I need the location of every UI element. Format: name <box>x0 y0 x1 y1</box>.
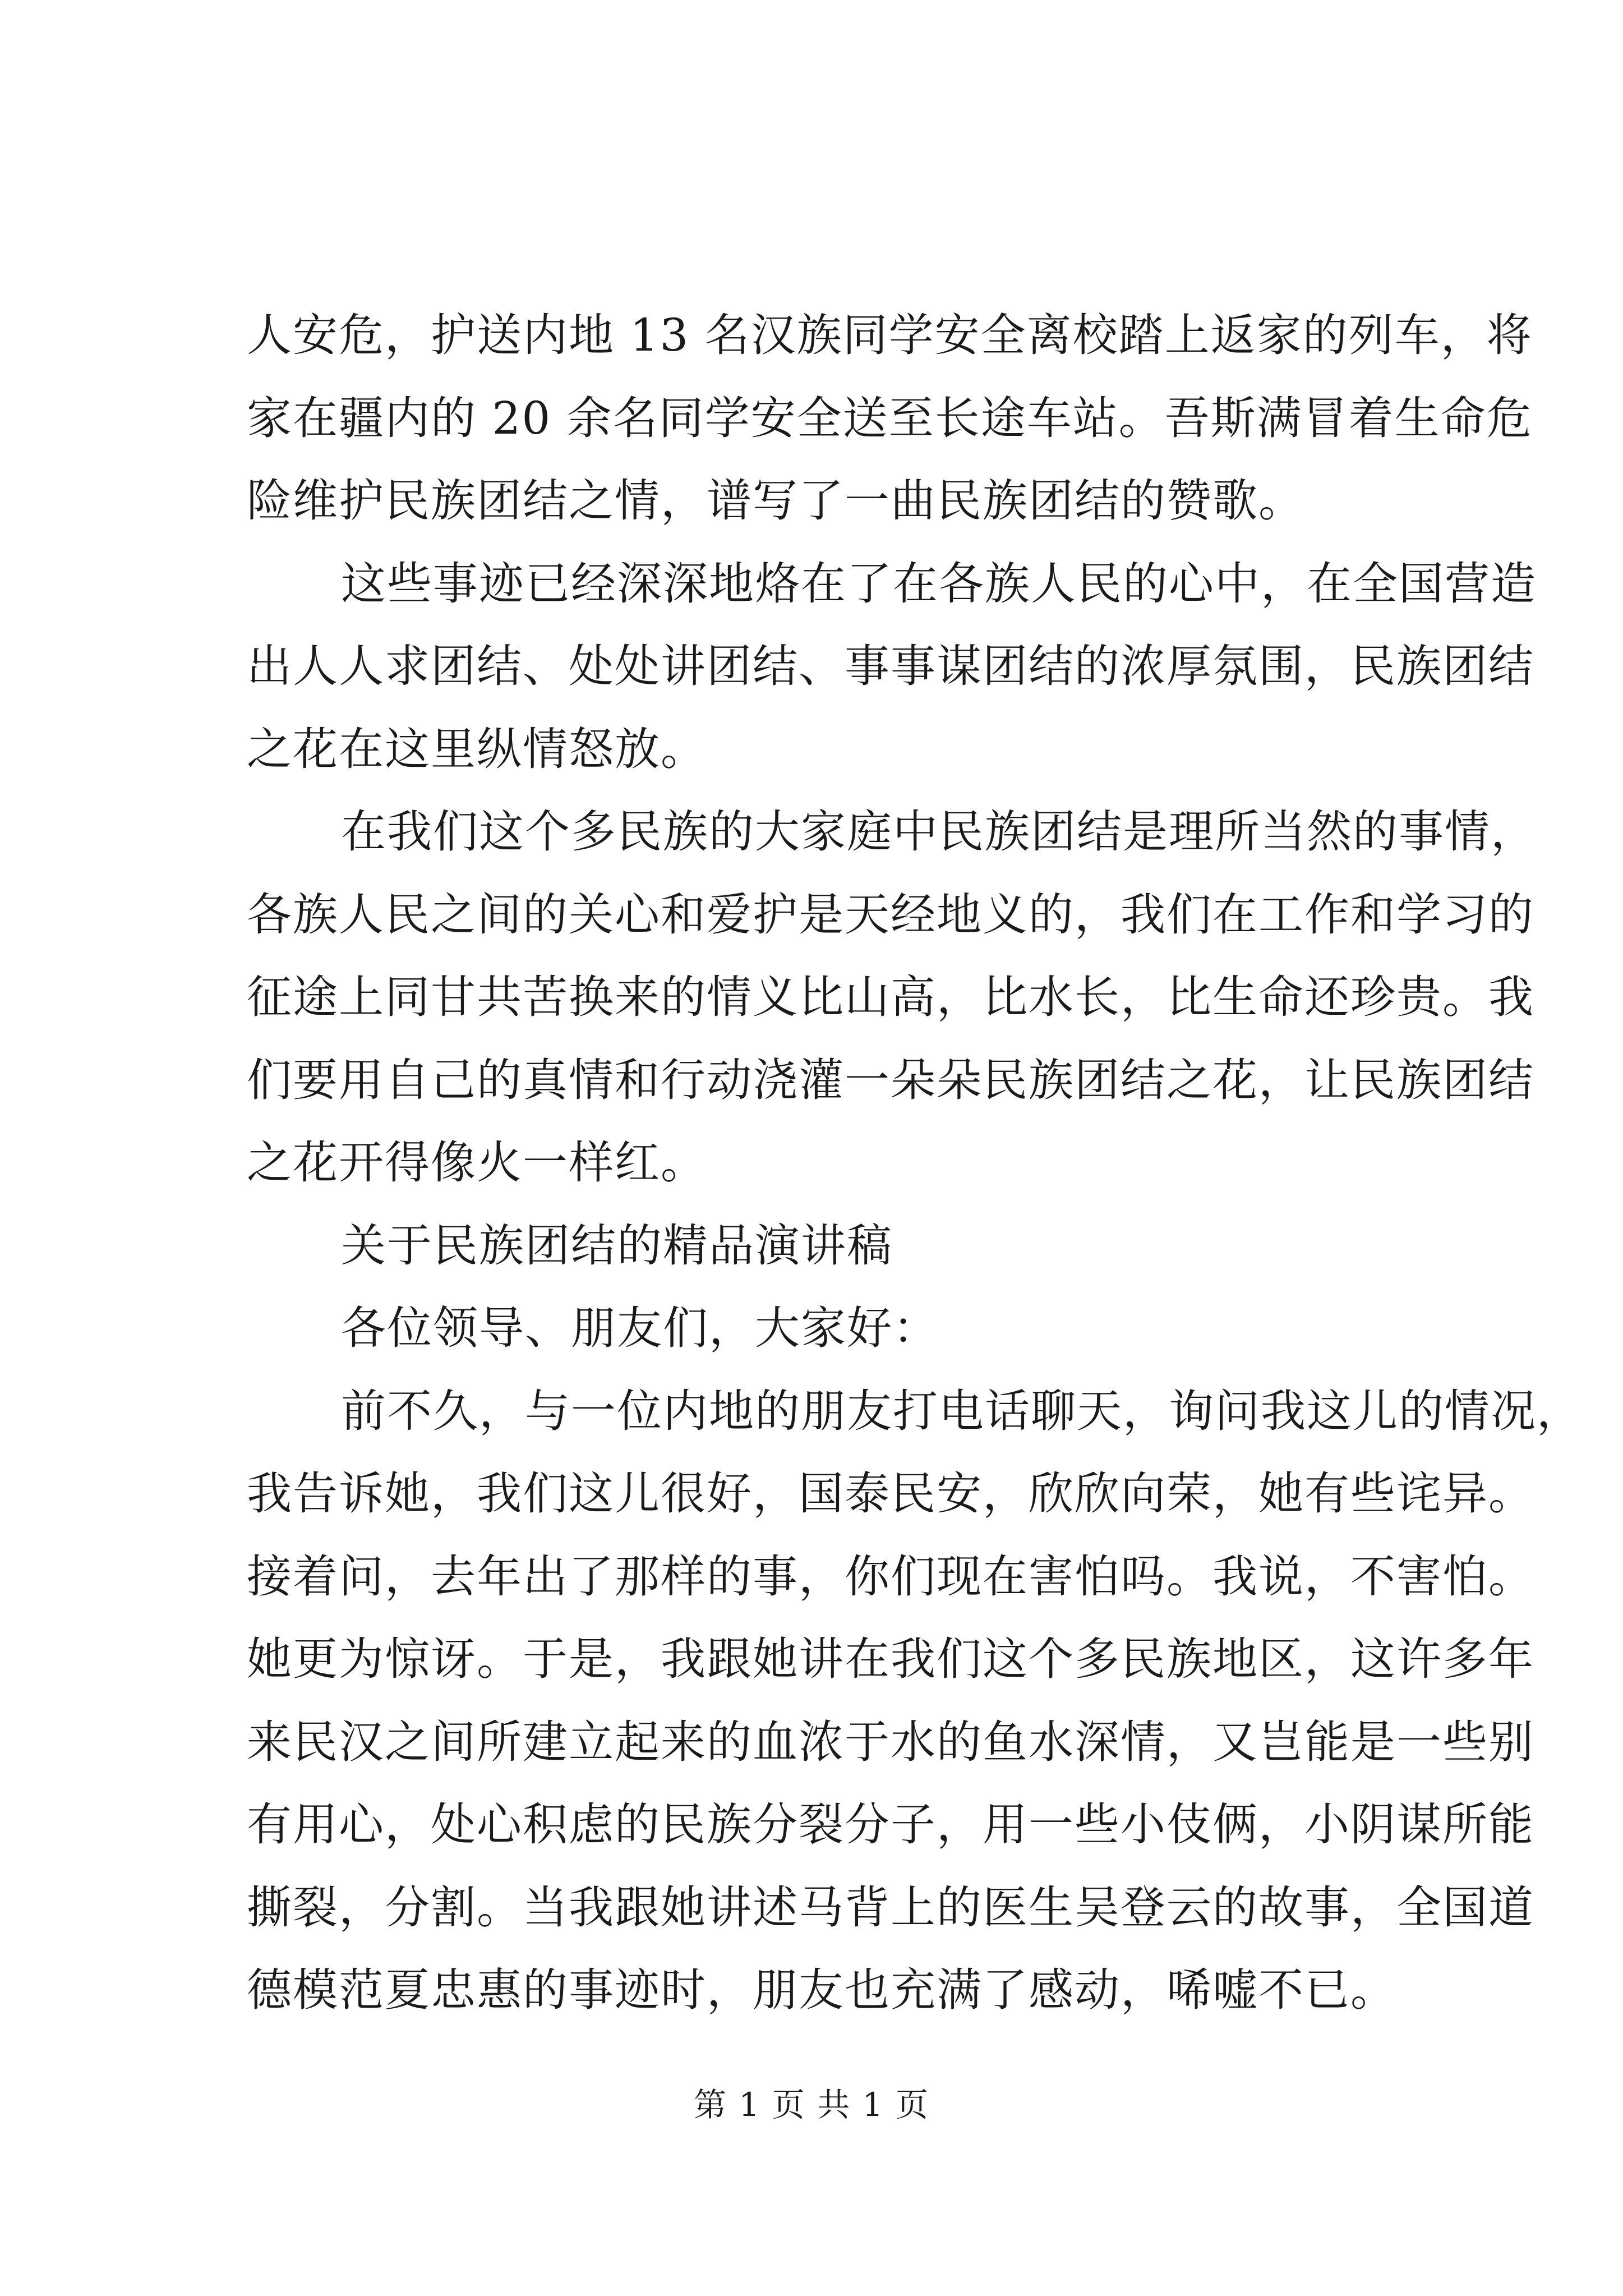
text-line: 人安危，护送内地 13 名汉族同学安全离校踏上返家的列车，将 <box>247 309 1533 361</box>
salutation: 各位领导、朋友们，大家好： <box>341 1302 939 1354</box>
text-line: 德模范夏忠惠的事迹时，朋友也充满了感动，唏嘘不已。 <box>247 1964 1396 2016</box>
text-line: 险维护民族团结之情，谱写了一曲民族团结的赞歌。 <box>247 475 1304 527</box>
paragraph-first-line: 这些事迹已经深深地烙在了在各族人民的心中，在全国营造 <box>341 557 1537 610</box>
text-line: 来民汉之间所建立起来的血浓于水的鱼水深情，又岂能是一些别 <box>247 1715 1534 1768</box>
text-line: 之花在这里纵情怒放。 <box>247 723 707 775</box>
page-number-footer: 第 1 页 共 1 页 <box>694 2086 929 2124</box>
document-body <box>247 294 1583 2032</box>
text-line: 征途上同甘共苦换来的情义比山高，比水长，比生命还珍贵。我 <box>247 971 1534 1023</box>
text-line: 撕裂，分割。当我跟她讲述马背上的医生吴登云的故事，全国道 <box>247 1881 1534 1934</box>
text-line: 出人人求团结、处处讲团结、事事谋团结的浓厚氛围，民族团结 <box>247 640 1534 692</box>
text-line: 之花开得像火一样红。 <box>247 1137 707 1189</box>
text-line: 各族人民之间的关心和爱护是天经地义的，我们在工作和学习的 <box>247 888 1534 941</box>
text-line: 有用心，处心积虑的民族分裂分子，用一些小伎俩，小阴谋所能 <box>247 1798 1534 1851</box>
text-line: 我告诉她，我们这儿很好，国泰民安，欣欣向荣，她有些诧异。 <box>247 1467 1534 1520</box>
text-line: 们要用自己的真情和行动浇灌一朵朵民族团结之花，让民族团结 <box>247 1053 1534 1106</box>
text-line: 接着问，去年出了那样的事，你们现在害怕吗。我说，不害怕。 <box>247 1550 1534 1603</box>
paragraph-first-line: 在我们这个多民族的大家庭中民族团结是理所当然的事情， <box>341 806 1537 858</box>
speech-title: 关于民族团结的精品演讲稿 <box>341 1219 893 1272</box>
paragraph-first-line: 前不久，与一位内地的朋友打电话聊天，询问我这儿的情况， <box>341 1384 1583 1437</box>
text-line: 她更为惊讶。于是，我跟她讲在我们这个多民族地区，这许多年 <box>247 1633 1534 1685</box>
text-line: 家在疆内的 20 余名同学安全送至长途车站。吾斯满冒着生命危 <box>247 392 1533 444</box>
